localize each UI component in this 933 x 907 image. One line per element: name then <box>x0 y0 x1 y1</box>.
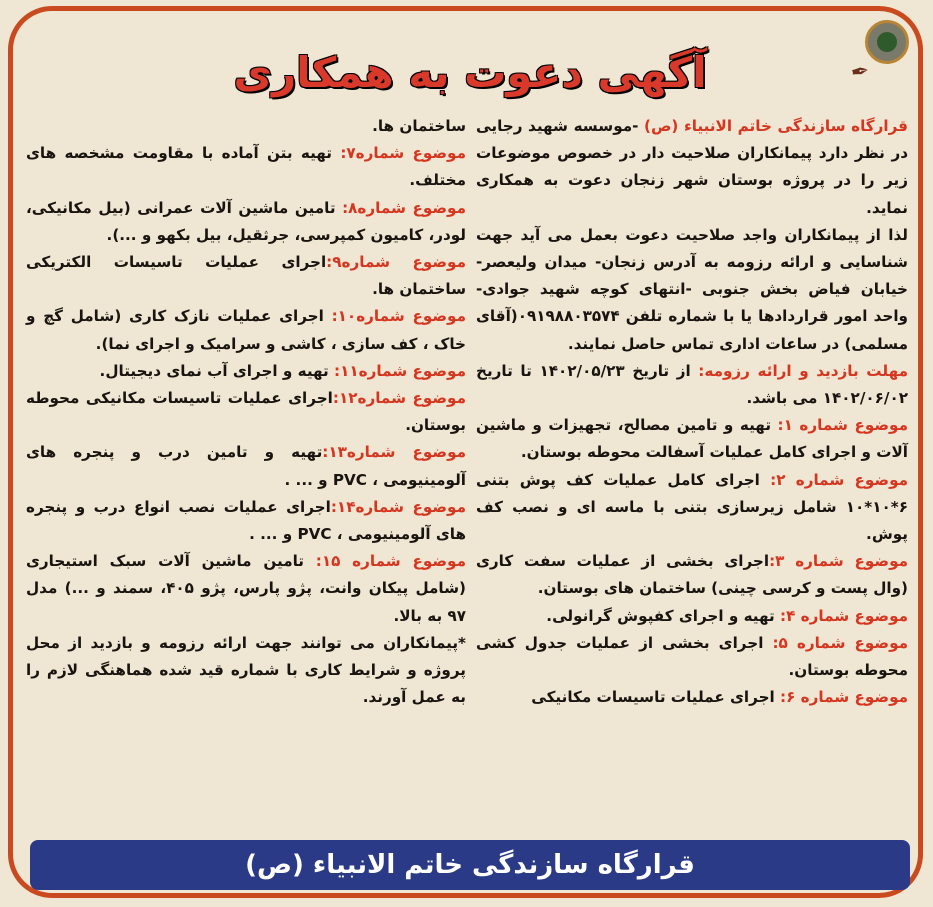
topic-item <box>26 140 466 194</box>
topic-item <box>26 439 466 493</box>
topic-item <box>476 467 908 549</box>
topic-label: موضوع شماره۱۰: <box>331 307 466 326</box>
topic-item <box>476 412 908 466</box>
topic-item <box>26 195 466 249</box>
topic-label: موضوع شماره ۱: <box>777 416 908 435</box>
topic-text: تهیه و تامین مصالح، تجهیزات و ماشین آلات و اجرای کامل عملیات آسفالت محوطه بوستان. <box>476 416 908 462</box>
topic-label: موضوع شماره۱۲: <box>332 389 466 408</box>
emblem-icon <box>865 20 909 64</box>
topic-text: تامین ماشین آلات سبک استیجاری (شامل پیکان وانت، پژو پارس، پژو ۴۰۵، سمند و ...) مدل ۹۷ به بالا. <box>26 552 466 625</box>
topic-item <box>476 603 908 630</box>
organization-logo <box>779 20 909 115</box>
deadline-label: مهلت بازدید و ارائه رزومه: <box>698 361 908 380</box>
intro-organization: قرارگاه سازندگی خاتم الانبیاء (ص) <box>644 117 908 135</box>
topic-text: اجرای عملیات تاسیسات مکانیکی محوطه بوستان. <box>26 389 466 435</box>
intro-paragraph <box>476 113 908 222</box>
topic-item <box>26 494 466 548</box>
topic-label: موضوع شماره۹: <box>326 253 466 272</box>
right-column <box>476 113 908 711</box>
topic-text: تهیه و اجرای کفپوش گرانولی. <box>546 606 781 625</box>
topic-text: تهیه و اجرای آب نمای دیجیتال. <box>99 361 335 380</box>
topic-label: موضوع شماره۷: <box>340 144 466 163</box>
footer-text: قرارگاه سازندگی خاتم الانبیاء (ص) <box>245 850 695 880</box>
topic-label: موضوع شماره ۳: <box>769 552 908 571</box>
topic-text: تهیه و تامین درب و پنجره های آلومینیومی ، PVC و ... . <box>26 443 466 489</box>
topic-item <box>26 358 466 385</box>
topic-text: اجرای عملیات تاسیسات مکانیکی <box>531 688 781 707</box>
header <box>0 0 933 112</box>
topic-text: اجرای عملیات نصب انواع درب و پنجره های آلومینیومی ، PVC و ... . <box>26 497 466 544</box>
topic-item <box>26 303 466 357</box>
topic-text: اجرای بخشی از عملیات سفت کاری (وال پست و کرسی چینی) ساختمان های بوستان. <box>476 552 908 598</box>
continuation-text: ساختمان ها. <box>372 117 466 135</box>
topic-item <box>476 684 908 711</box>
topic-label: موضوع شماره ۴: <box>780 606 908 625</box>
topic-label: موضوع شماره ۱۵: <box>315 552 466 571</box>
topic-text: تامین ماشین آلات عمرانی (بیل مکانیکی، لودر، کامیون کمپرسی، جرثقیل، بیل بکهو و ...). <box>26 198 466 244</box>
intro-text: -موسسه شهید رجایی در نظر دارد پیمانکاران صلاحیت دار در خصوص موضوعات زیر را در پروژه بوستان شهر زنجان دعوت به همکاری نماید. <box>476 117 908 217</box>
logo-calligraphy-icon: ✒ <box>848 58 872 87</box>
footer-banner <box>30 840 910 890</box>
topic-label: موضوع شماره۱۳: <box>322 443 466 462</box>
topic-text: تهیه بتن آماده با مقاومت مشخصه های مختلف. <box>26 144 466 190</box>
topic-label: موضوع شماره ۵: <box>772 633 908 652</box>
topic-label: موضوع شماره۸: <box>342 198 466 217</box>
topic-item <box>26 249 466 303</box>
topic-item <box>26 385 466 439</box>
topic-label: موضوع شماره۱۴: <box>330 497 466 516</box>
deadline-paragraph <box>476 358 908 412</box>
page-title: آگهی دعوت به همکاری <box>233 47 707 97</box>
topic-label: موضوع شماره ۶: <box>780 688 908 707</box>
topic-text: اجرای عملیات نازک کاری (شامل گچ و خاک ، کف سازی ، کاشی و سرامیک و اجرای نما). <box>26 307 466 353</box>
deadline-text: از تاریخ ۱۴۰۲/۰۵/۲۳ تا تاریخ ۱۴۰۲/۰۶/۰۲ می باشد. <box>476 361 908 408</box>
topic-text: اجرای بخشی از عملیات جدول کشی محوطه بوستان. <box>476 633 908 680</box>
topic-text: اجرای کامل عملیات کف پوش بتنی ۶*۱۰*۱۰ شامل زیرسازی بتنی با ماسه ای و نصب کف پوش. <box>476 470 908 544</box>
left-column <box>26 113 466 711</box>
address-paragraph: لذا از پیمانکاران واجد صلاحیت دعوت بعمل می آید جهت شناسایی و ارائه رزومه به آدرس زنجان- میدان ولیعصر- خیابان فیاض بخش جنوبی -انتهای کوچه شهید جوادی- واحد امور قراردادها یا با شماره تلفن ۰۹۱۹۸۸۰۳۵۷۴(آقای مسلمی) در ساعات اداری تماس حاصل نمایند. <box>476 225 908 353</box>
closing-note: *پیمانکاران می توانند جهت ارائه رزومه و بازدید از محل پروژه و شرایط کاری با شماره قید شده هماهنگی لازم را به عمل آورند. <box>26 633 466 707</box>
topic-item <box>476 630 908 684</box>
topic-item <box>26 548 466 630</box>
topic-item <box>476 548 908 602</box>
topic-text: اجرای عملیات تاسیسات الکتریکی ساختمان ها. <box>26 253 466 299</box>
topic-label: موضوع شماره ۲: <box>770 470 908 489</box>
topic-label: موضوع شماره۱۱: <box>334 361 466 380</box>
